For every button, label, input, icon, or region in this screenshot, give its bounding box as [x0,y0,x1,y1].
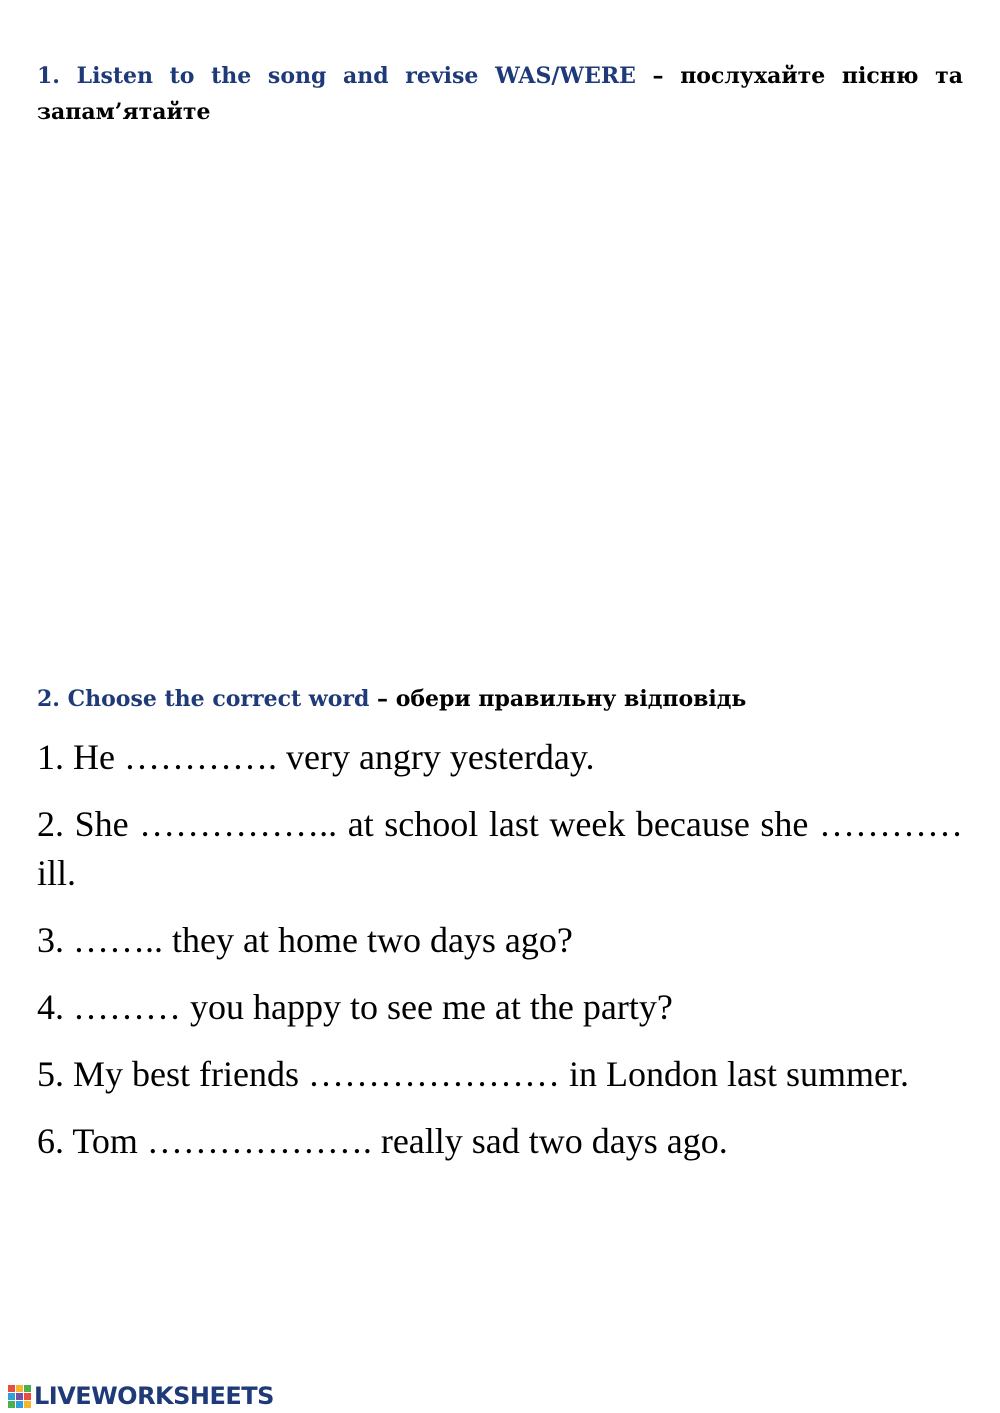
logo-blocks-icon [8,1385,31,1408]
task2-heading [37,681,963,717]
exercise-item-1: 1. He …………. very angry yesterday. [37,737,595,777]
task2-title-ua: – обери правильну відповідь [369,686,747,712]
exercise-item-5: 5. My best friends ………………… in London last summer. [37,1054,909,1094]
task2-title-en: 2. Choose the correct word [37,686,370,712]
task1-title-ua: – послухайте пісню та запам’ятайте [37,63,963,125]
task1-heading [37,58,963,130]
exercise-list [37,733,963,1184]
exercise-item-6: 6. Tom ………………. really sad two days ago. [37,1121,728,1161]
liveworksheets-logo [8,1382,274,1410]
exercise-item-3: 3. …….. they at home two days ago? [37,920,573,960]
exercise-item-2: 2. She …………….. at school last week because she ………… ill. [37,804,963,893]
exercise-item-4: 4. ……… you happy to see me at the party? [37,987,673,1027]
logo-text: LIVEWORKSHEETS [34,1382,274,1410]
song-media-area [37,140,963,660]
task1-title-en: 1. Listen to the song and revise WAS/WERE [37,63,636,89]
